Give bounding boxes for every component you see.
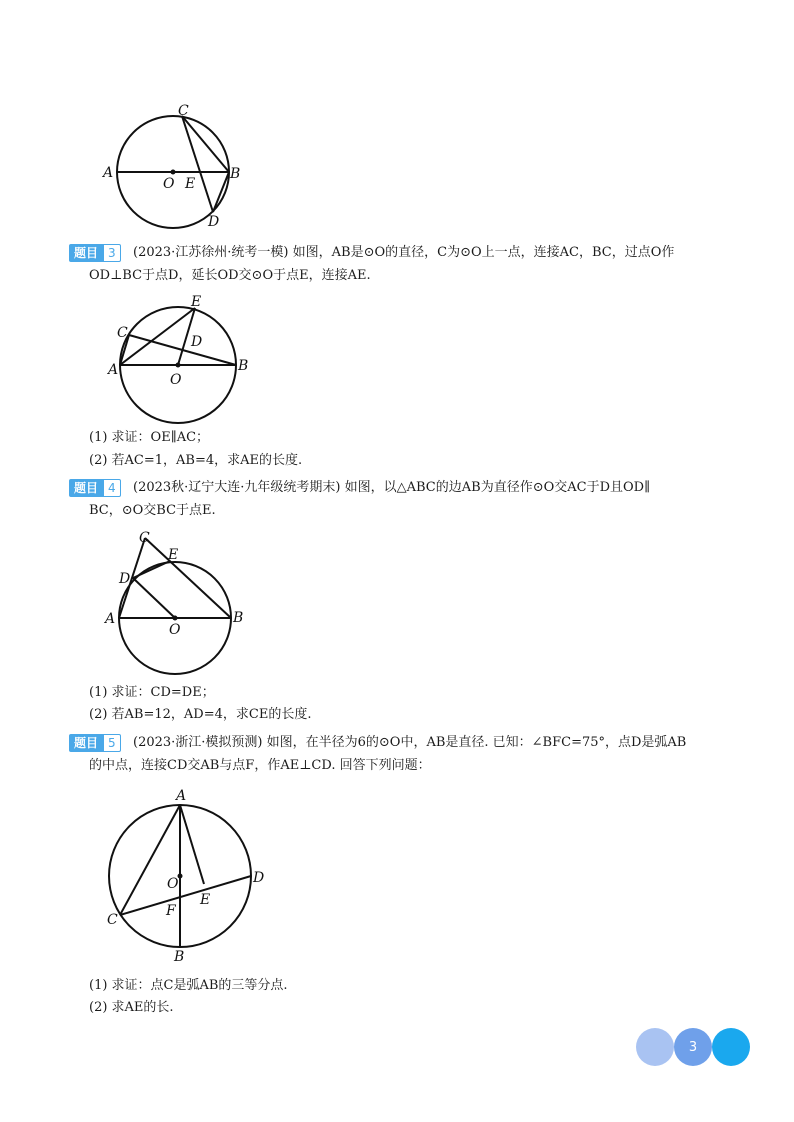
label-D: D xyxy=(191,334,203,350)
label-D: D xyxy=(119,571,131,587)
problem-badge-3 xyxy=(69,244,121,262)
deco-circle xyxy=(636,1028,674,1066)
label-E: E xyxy=(185,176,196,192)
label-O: O xyxy=(167,876,179,892)
label-B: B xyxy=(238,358,249,374)
label-E: E xyxy=(168,547,179,563)
problem-5-text-line1: (2023·浙江·模拟预测) 如图，在半径为6的⊙O中，AB是直径. 已知：∠BFC=75°，点D是弧AB xyxy=(133,735,687,750)
label-A: A xyxy=(108,362,119,378)
deco-circle xyxy=(674,1028,712,1066)
problem-3-text-line1: (2023·江苏徐州·统考一模) 如图，AB是⊙O的直径，C为⊙O上一点，连接AC，BC，过点O作 xyxy=(133,245,675,260)
problem-4-question-1: (1) 求证：CD=DE； xyxy=(89,685,215,700)
label-C: C xyxy=(178,103,189,119)
problem-badge-4 xyxy=(69,479,121,497)
problem-5-text-line2: 的中点，连接CD交AB与点F，作AE⊥CD. 回答下列问题： xyxy=(89,758,431,773)
badge-label: 题目 xyxy=(69,479,103,497)
label-A: A xyxy=(176,788,187,804)
deco-circle xyxy=(712,1028,750,1066)
label-E: E xyxy=(191,294,202,310)
label-D: D xyxy=(253,870,265,886)
label-F: F xyxy=(166,903,176,919)
figure-problem-5 xyxy=(100,778,280,968)
badge-number: 3 xyxy=(103,244,121,262)
problem-4-question-2: (2) 若AB=12，AD=4，求CE的长度. xyxy=(89,707,312,722)
problem-3-question-1: (1) 求证：OE∥AC； xyxy=(89,430,210,445)
label-B: B xyxy=(174,949,185,965)
badge-number: 4 xyxy=(103,479,121,497)
label-A: A xyxy=(105,611,116,627)
label-O: O xyxy=(169,622,181,638)
problem-badge-5 xyxy=(69,734,121,752)
page-number-decoration xyxy=(636,1028,752,1066)
problem-4-text-line1: (2023秋·辽宁大连·九年级统考期末) 如图，以△ABC的边AB为直径作⊙O交AC于D且OD∥ xyxy=(133,480,651,495)
label-C: C xyxy=(117,325,128,341)
problem-3-question-2: (2) 若AC=1，AB=4，求AE的长度. xyxy=(89,453,303,468)
label-O: O xyxy=(170,372,182,388)
label-D: D xyxy=(208,214,220,230)
badge-label: 题目 xyxy=(69,734,103,752)
label-A: A xyxy=(103,165,114,181)
figure-problem-3 xyxy=(100,290,260,430)
label-O: O xyxy=(163,176,175,192)
badge-number: 5 xyxy=(103,734,121,752)
figure-problem-4 xyxy=(100,525,260,680)
problem-5-question-2: (2) 求AE的长. xyxy=(89,1000,174,1015)
badge-label: 题目 xyxy=(69,244,103,262)
problem-5-question-1: (1) 求证：点C是弧AB的三等分点. xyxy=(89,978,288,993)
figure-prev-problem xyxy=(100,100,260,235)
label-C: C xyxy=(139,530,150,546)
problem-3-text-line2: OD⊥BC于点D，延长OD交⊙O于点E，连接AE. xyxy=(89,268,371,283)
label-B: B xyxy=(233,610,244,626)
label-C: C xyxy=(107,912,118,928)
label-B: B xyxy=(230,166,241,182)
problem-4-text-line2: BC，⊙O交BC于点E. xyxy=(89,503,216,518)
page-number: 3 xyxy=(688,1039,698,1055)
label-E: E xyxy=(200,892,211,908)
